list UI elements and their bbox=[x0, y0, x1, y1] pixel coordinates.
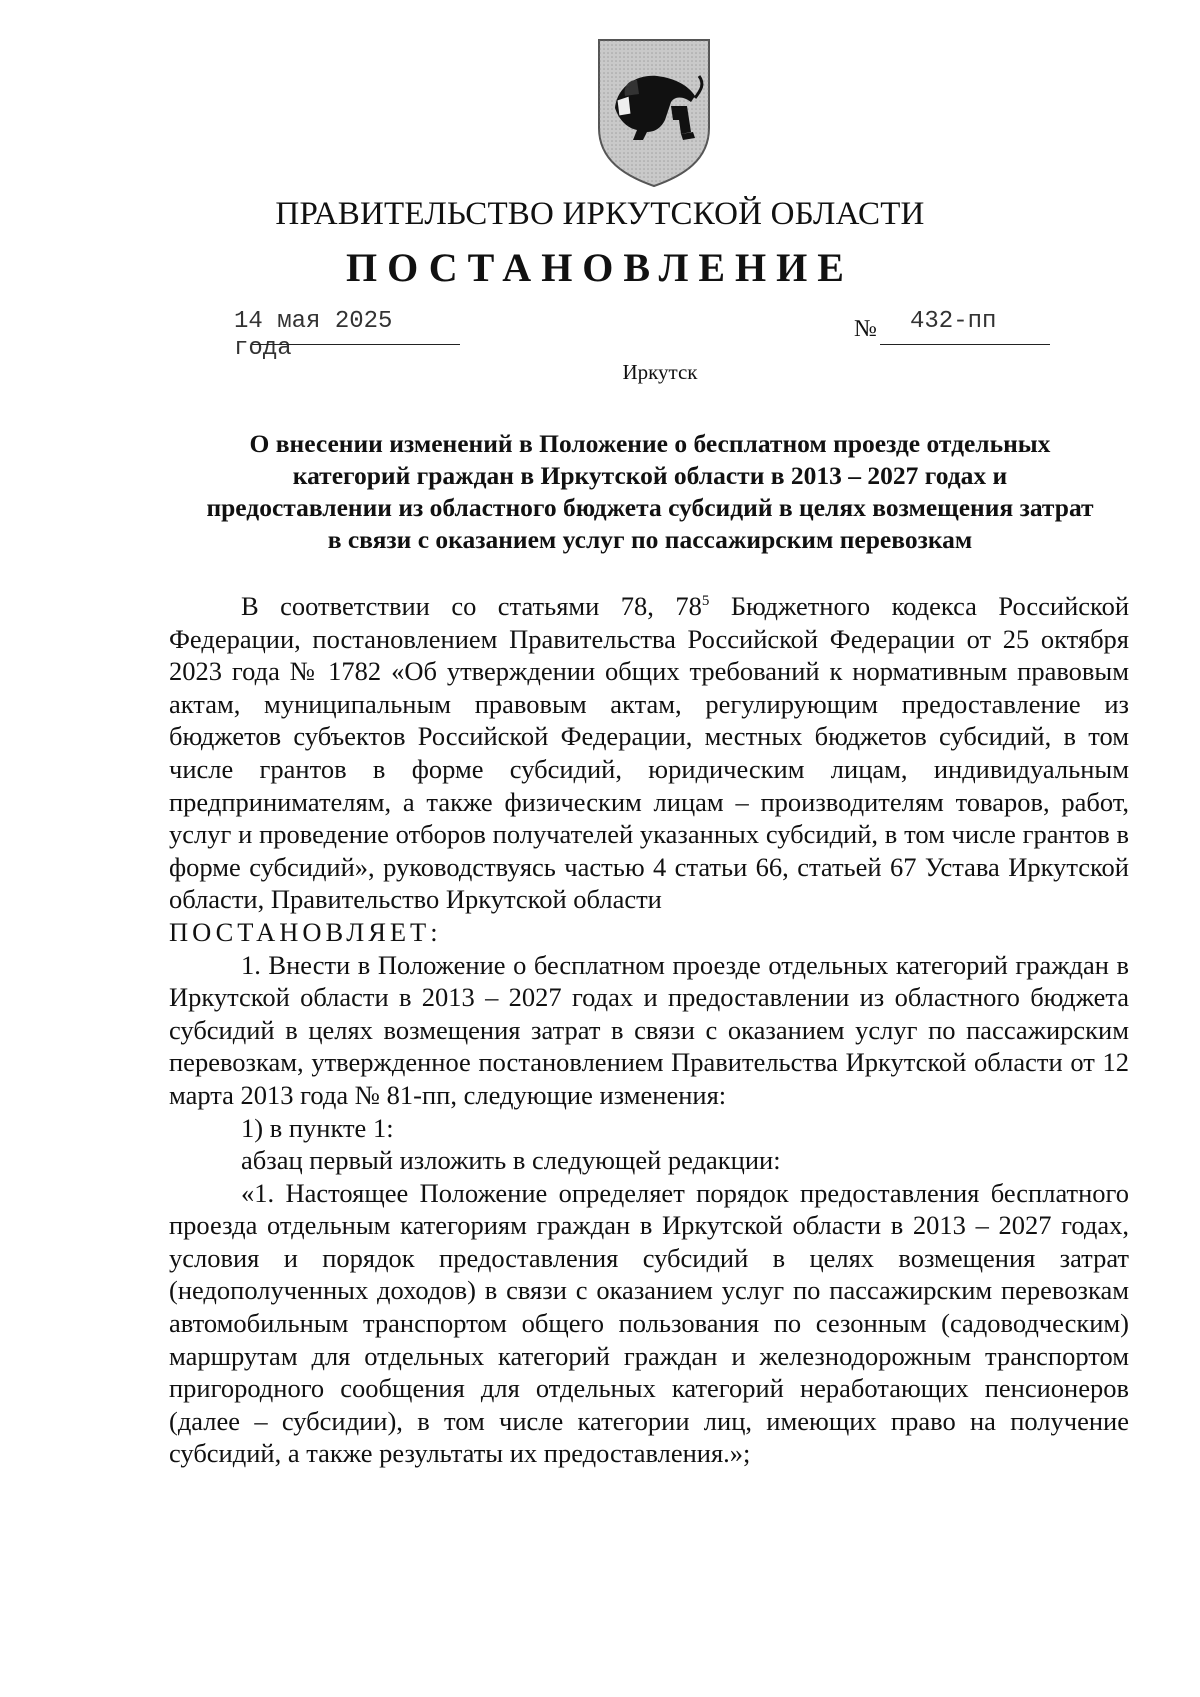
city-name: Иркутск bbox=[622, 360, 698, 384]
preamble-text-start: В соответствии со статьями 78, 78 bbox=[241, 591, 702, 621]
quoted-paragraph: «1. Настоящее Положение определяет порядок предоставления бесплатного проезда отдельным категориям граждан в Иркутской области в 2013 – 2027 годах, условия и порядок предоставления субсидий в целях возмещения затрат (недополученных доходов) в связи с оказанием услуг по пассажирским перевозкам автомобильным транспортом общего пользования по сезонным (садоводческим) маршрутам для отдельных категорий граждан и железнодорожным транспортом пригородного сообщения для отдельных категорий неработающих пенсионеров (далее – субсидии), в том числе категории лиц, имеющих право на получение субсидий, а также результаты их предоставления.»; bbox=[169, 1177, 1129, 1469]
document-type: ПОСТАНОВЛЕНИЕ bbox=[346, 245, 854, 290]
number-underline bbox=[880, 344, 1050, 345]
preamble-text-rest: Бюджетного кодекса Российской Федерации, постановлением Правительства Российской Федерации от 25 октября 2023 года № 1782 «Об утверждении общих требований к нормативным правовым актам, муниципальным правовым актам, регулирующим предоставление из бюджетов субъектов Российской Федерации, местных бюджетов субсидий, в том числе грантов в форме субсидий, юридическим лицам, индивидуальным предпринимателям, а также физическим лицам – производителям товаров, работ, услуг и проведение отборов получателей указанных субсидий, в том числе грантов в форме субсидий», руководствуясь частью 4 статьи 66, статьей 67 Устава Иркутской области, Правительство Иркутской области bbox=[169, 591, 1129, 915]
irkutsk-coat-of-arms-icon bbox=[595, 36, 713, 188]
subitem-1-heading: 1) в пункте 1: bbox=[241, 1112, 394, 1143]
preamble-paragraph bbox=[169, 590, 1129, 916]
item-1-paragraph: 1. Внести в Положение о бесплатном проезде отдельных категорий граждан в Иркутской области в 2013 – 2027 годах и предоставлении из областного бюджета субсидий в целях возмещения затрат в связи с оказанием услуг по пассажирским перевозкам, утвержденное постановлением Правительства Иркутской области от 12 марта 2013 года № 81-пп, следующие изменения: bbox=[169, 949, 1129, 1110]
document-number: 432-пп bbox=[910, 308, 997, 335]
number-sign: № bbox=[854, 316, 877, 342]
document-date: 14 мая 2025 года bbox=[234, 308, 393, 362]
government-name: ПРАВИТЕЛЬСТВО ИРКУТСКОЙ ОБЛАСТИ bbox=[275, 196, 925, 232]
date-underline bbox=[252, 344, 460, 345]
subitem-1-text: абзац первый изложить в следующей редакции: bbox=[241, 1145, 781, 1176]
article-superscript: 5 bbox=[701, 593, 710, 610]
decree-word: ПОСТАНОВЛЯЕТ: bbox=[169, 916, 442, 947]
document-title: О внесении изменений в Положение о бесплатном проезде отдельных категорий граждан в Иркутской области в 2013 – 2027 годах и предоставлении из областного бюджета субсидий в целях возмещения затрат в связи с оказанием услуг по пассажирским перевозкам bbox=[206, 429, 1094, 554]
document-body bbox=[169, 590, 1129, 1470]
